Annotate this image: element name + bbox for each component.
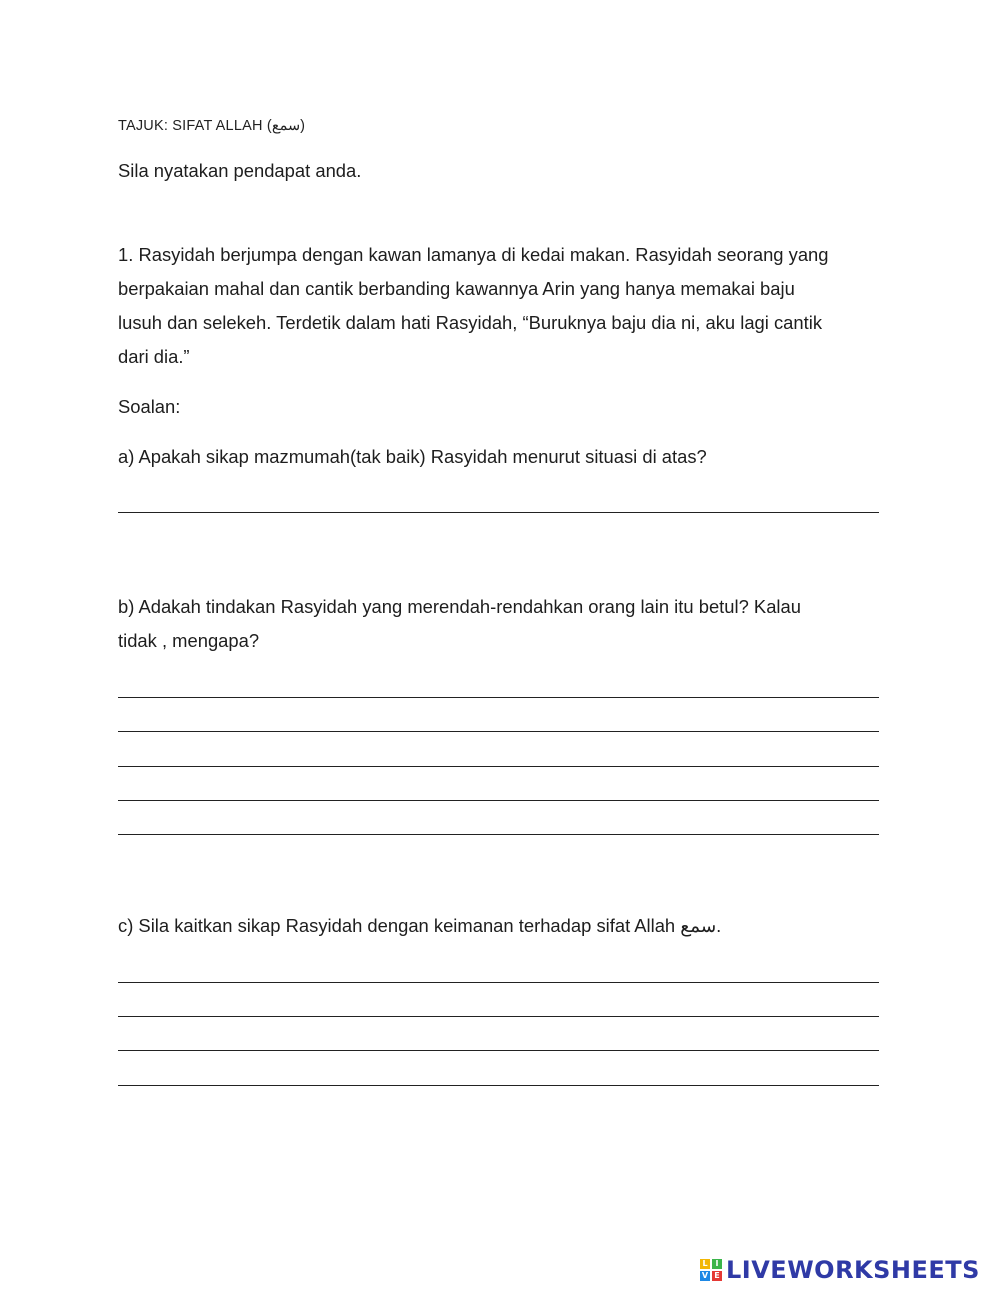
question1-line-1: 1. Rasyidah berjumpa dengan kawan lamanya di kedai makan. Rasyidah seorang yang [118, 244, 829, 265]
logo-block-e: E [712, 1271, 722, 1281]
answer-b-line-3[interactable] [118, 766, 879, 767]
answer-b-line-2[interactable] [118, 731, 879, 732]
answer-c-line-1[interactable] [118, 982, 879, 983]
logo-text: LIVEWORKSHEETS [726, 1256, 980, 1284]
question-b-line-1: b) Adakah tindakan Rasyidah yang merendah-rendahkan orang lain itu betul? Kalau [118, 596, 801, 617]
answer-b-line-5[interactable] [118, 834, 879, 835]
answer-c-line-4[interactable] [118, 1085, 879, 1086]
soalan-label: Soalan: [118, 396, 181, 417]
question1-line-3: lusuh dan selekeh. Terdetik dalam hati Rasyidah, “Buruknya baju dia ni, aku lagi cantik [118, 312, 823, 333]
logo-block-v: V [701, 1271, 709, 1280]
logo-block-i: I [712, 1259, 722, 1269]
logo-block-l: L [700, 1259, 710, 1269]
answer-c-line-2[interactable] [118, 1016, 879, 1017]
question-c-text: c) Sila kaitkan sikap Rasyidah dengan keimanan terhadap sifat Allah سمع. [118, 915, 722, 936]
worksheet-title: TAJUK: SIFAT ALLAH (سمع) [118, 118, 306, 134]
question-a-text: a) Apakah sikap mazmumah(tak baik) Rasyidah menurut situasi di atas? [118, 446, 707, 467]
question1-line-2: berpakaian mahal dan cantik berbanding kawannya Arin yang hanya memakai baju [118, 278, 795, 299]
answer-a-line-1[interactable] [118, 512, 879, 513]
answer-b-line-1[interactable] [118, 697, 879, 698]
answer-c-line-3[interactable] [118, 1050, 879, 1051]
answer-b-line-4[interactable] [118, 800, 879, 801]
question1-line-4: dari dia.” [118, 346, 190, 367]
instruction-text: Sila nyatakan pendapat anda. [118, 160, 362, 181]
logo-blocks-icon [700, 1259, 722, 1281]
question-b-line-2: tidak , mengapa? [118, 630, 260, 651]
liveworksheets-logo [700, 1255, 980, 1285]
